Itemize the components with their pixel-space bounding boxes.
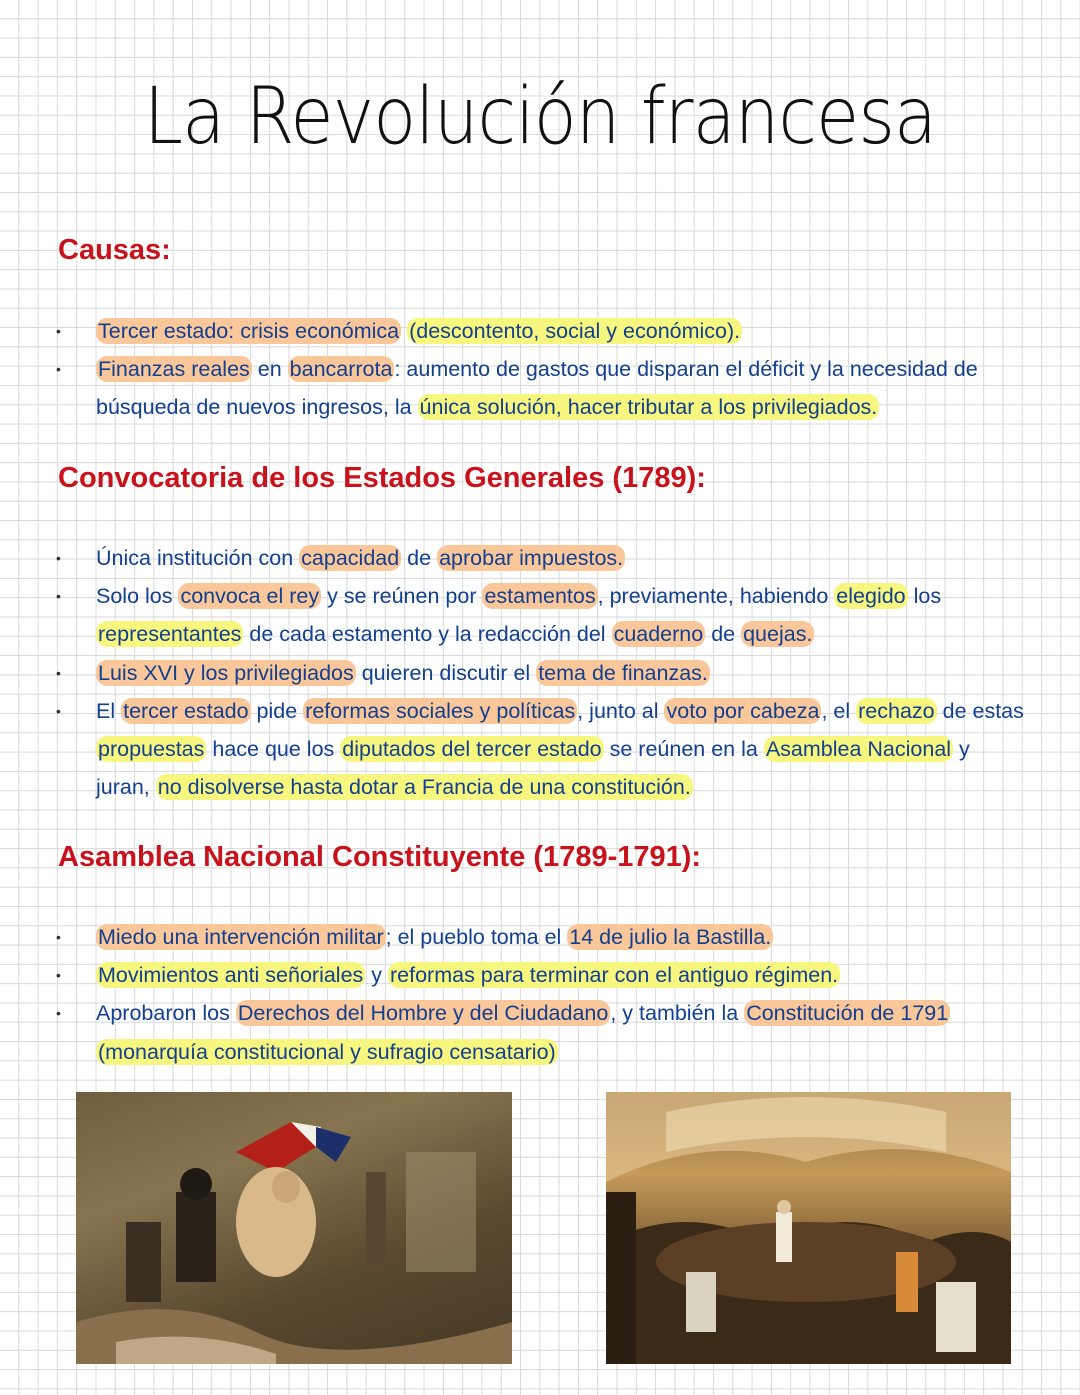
highlighted-text: Derechos del Hombre y del Ciudadano <box>237 1001 609 1026</box>
text-segment: El <box>96 698 122 723</box>
text-segment: , previamente, habiendo <box>597 584 835 609</box>
list-item <box>56 692 1026 807</box>
text-segment: pide <box>250 698 304 723</box>
highlighted-text: Finanzas reales <box>98 357 250 382</box>
text-segment: quieren discutir el <box>355 660 537 685</box>
highlighted-text: Constitución de 1791 <box>746 1001 949 1026</box>
convocatoria-heading: Convocatoria de los Estados Generales (1789): <box>58 462 706 494</box>
highlighted-text: propuestas <box>98 737 205 762</box>
text-segment: ; el pueblo toma el <box>385 925 568 949</box>
highlighted-text: Tercer estado: crisis económica <box>98 319 400 343</box>
text-segment: de <box>401 546 438 570</box>
highlighted-text: voto por cabeza <box>666 698 820 723</box>
highlighted-text: capacidad <box>301 546 400 570</box>
text-segment: hace que los <box>206 737 341 762</box>
text-segment: se reúnen en la <box>603 737 764 762</box>
highlighted-text: representantes <box>98 622 242 647</box>
list-item <box>56 312 1026 350</box>
highlighted-text: elegido <box>836 584 906 609</box>
painting-shapes <box>606 1092 1011 1364</box>
asamblea-list <box>56 918 1026 1071</box>
highlighted-text: reformas para terminar con el antiguo régimen. <box>390 963 839 988</box>
highlighted-text: estamentos <box>484 584 596 609</box>
highlighted-text: única solución, hacer tributar a los privilegiados. <box>419 395 878 420</box>
highlighted-text: (descontento, social y económico). <box>409 319 741 343</box>
causas-heading: Causas: <box>58 234 171 266</box>
highlighted-text: reformas sociales y políticas <box>305 698 576 723</box>
text-segment: y <box>365 963 388 988</box>
list-item <box>56 539 1026 577</box>
painting-shapes <box>76 1092 512 1364</box>
highlighted-text: Luis XVI y los privilegiados <box>98 660 354 685</box>
text-segment: los <box>907 584 942 609</box>
highlighted-text: 14 de julio la Bastilla. <box>569 925 772 949</box>
list-item <box>56 350 1026 426</box>
text-segment: , junto al <box>577 698 665 723</box>
list-item <box>56 654 1026 692</box>
liberty-leading-people-painting <box>76 1092 512 1364</box>
highlighted-text: diputados del tercer estado <box>342 737 602 762</box>
text-segment: Solo los <box>96 584 179 609</box>
text-segment: y juran, <box>96 737 970 800</box>
text-segment: : aumento de gastos que disparan el déficit y la necesidad de búsqueda de nuevos ingresos, la <box>96 357 978 420</box>
highlighted-text: convoca el rey <box>180 584 320 609</box>
text-segment: , el <box>821 698 857 723</box>
text-segment: de cada estamento y la redacción del <box>243 622 612 647</box>
highlighted-text: tercer estado <box>123 698 249 723</box>
highlighted-text: tema de finanzas. <box>538 660 708 685</box>
asamblea-heading: Asamblea Nacional Constituyente (1789-1791): <box>58 841 702 873</box>
causas-list <box>56 312 1026 427</box>
highlighted-text: cuaderno <box>613 622 704 647</box>
list-item <box>56 956 1026 994</box>
text-segment: y se reúnen por <box>321 584 483 609</box>
highlighted-text: aprobar impuestos. <box>439 546 624 570</box>
text-segment: de estas <box>936 698 1024 723</box>
text-segment: Aprobaron los <box>96 1001 236 1026</box>
tennis-court-oath-painting <box>606 1092 1011 1364</box>
text-segment: , y también la <box>610 1001 745 1026</box>
text-segment: en <box>251 357 288 382</box>
highlighted-text: bancarrota <box>289 357 393 382</box>
highlighted-text: quejas. <box>743 622 813 647</box>
highlighted-text: Miedo una intervención militar <box>98 925 384 949</box>
list-item <box>56 994 1026 1070</box>
text-segment: Única institución con <box>96 546 300 570</box>
list-item <box>56 918 1026 956</box>
highlighted-text: Movimientos anti señoriales <box>98 963 364 988</box>
text-segment: de <box>705 622 742 647</box>
list-item <box>56 577 1026 653</box>
highlighted-text: rechazo <box>858 698 935 723</box>
highlighted-text: (monarquía constitucional y sufragio censatario) <box>98 1039 556 1064</box>
convocatoria-list <box>56 539 1026 806</box>
highlighted-text: Asamblea Nacional <box>765 737 952 762</box>
page-title: La Revolución francesa <box>143 72 937 162</box>
highlighted-text: no disolverse hasta dotar a Francia de una constitución. <box>157 775 691 800</box>
